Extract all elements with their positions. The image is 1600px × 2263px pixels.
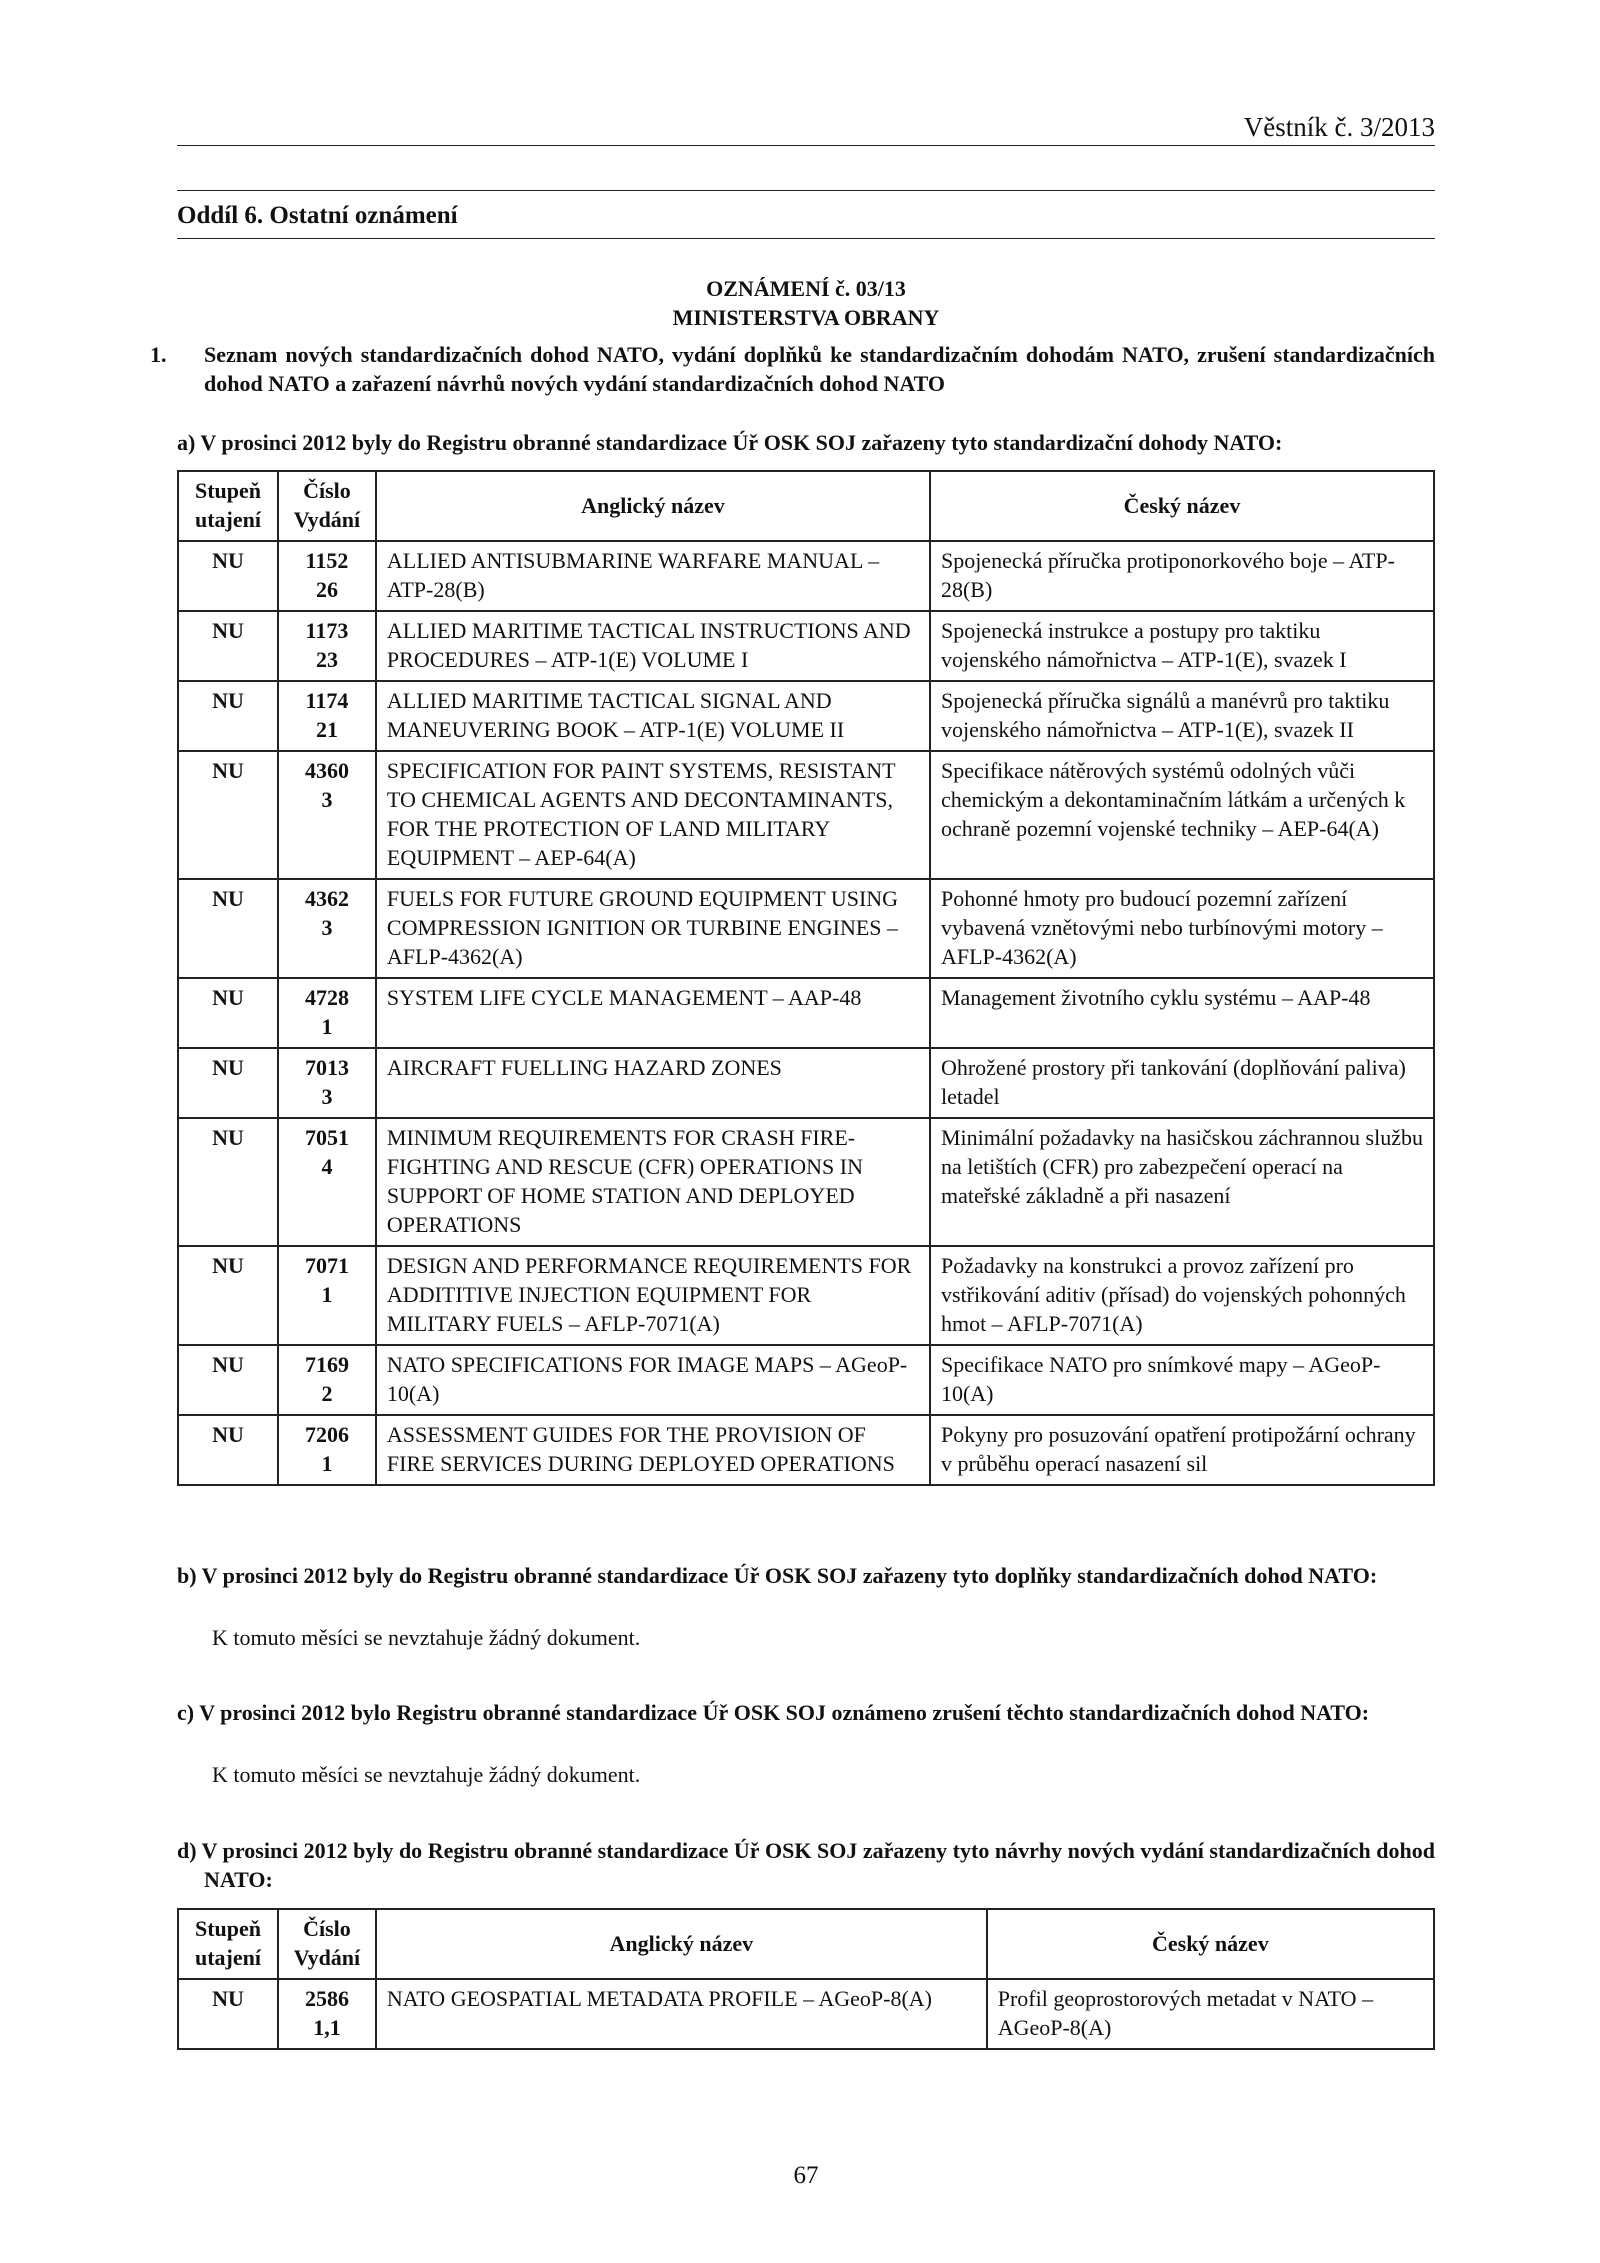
cell-number	[278, 879, 376, 978]
cell-number	[278, 541, 376, 611]
edition-number: 26	[315, 577, 338, 602]
edition-number: 1	[321, 1282, 333, 1307]
cell-number	[278, 1415, 376, 1485]
cell-classification: NU	[178, 611, 278, 681]
edition-number: 3	[321, 915, 333, 940]
standard-number: 4360	[304, 758, 349, 783]
edition-number: 23	[315, 647, 338, 672]
notice-title	[177, 274, 1435, 332]
part-c-heading: c) V prosinci 2012 bylo Registru obranné standardizace Úř OSK SOJ oznámeno zrušení těchto standardizačních dohod NATO:	[177, 1700, 1370, 1725]
part-a-heading: a) V prosinci 2012 byly do Registru obranné standardizace Úř OSK SOJ zařazeny tyto standardizační dohody NATO:	[177, 430, 1283, 455]
table-row	[178, 611, 1434, 681]
cell-classification: NU	[178, 1979, 278, 2049]
cell-english-title: MINIMUM REQUIREMENTS FOR CRASH FIRE-FIGHTING AND RESCUE (CFR) OPERATIONS IN SUPPORT OF HOME STATION AND DEPLOYED OPERATIONS	[376, 1118, 930, 1246]
table-header-row	[178, 1909, 1434, 1979]
table-row	[178, 879, 1434, 978]
intro-text: Seznam nových standardizačních dohod NATO, vydání doplňků ke standardizačním dohodám NATO, zrušení standardizačních dohod NATO a zařazení návrhů nových vydání standardizačních dohod NATO	[204, 342, 1435, 396]
cell-number	[278, 1118, 376, 1246]
header-rule	[177, 145, 1435, 146]
cell-number	[278, 751, 376, 879]
cell-classification: NU	[178, 1118, 278, 1246]
cell-english-title: ALLIED MARITIME TACTICAL INSTRUCTIONS AND PROCEDURES – ATP-1(E) VOLUME I	[376, 611, 930, 681]
standard-number: 1173	[305, 618, 349, 643]
cell-classification: NU	[178, 879, 278, 978]
edition-number: 21	[315, 717, 338, 742]
part-b-heading: b) V prosinci 2012 byly do Registru obranné standardizace Úř OSK SOJ zařazeny tyto doplňky standardizačních dohod NATO:	[177, 1563, 1378, 1588]
cell-number	[278, 611, 376, 681]
edition-number: 1	[321, 1014, 333, 1039]
standard-number: 4362	[304, 886, 349, 911]
cell-czech-title: Specifikace nátěrových systémů odolných vůči chemickým a dekontaminačním látkám a určených k ochraně pozemní vojenské techniky – AEP-64(A)	[930, 751, 1434, 879]
standard-number: 7169	[304, 1352, 349, 1377]
table-row	[178, 1415, 1434, 1485]
cell-czech-title: Management životního cyklu systému – AAP-48	[930, 978, 1434, 1048]
header-czech: Český název	[930, 471, 1434, 541]
cell-classification: NU	[178, 681, 278, 751]
table-row	[178, 751, 1434, 879]
header-english: Anglický název	[376, 471, 930, 541]
edition-number: 4	[321, 1154, 333, 1179]
cell-number	[278, 1048, 376, 1118]
part-c-note: K tomuto měsíci se nevztahuje žádný dokument.	[212, 1762, 641, 1787]
cell-english-title: DESIGN AND PERFORMANCE REQUIREMENTS FOR ADDITITIVE INJECTION EQUIPMENT FOR MILITARY FUELS – AFLP-7071(A)	[376, 1246, 930, 1345]
table-row	[178, 1048, 1434, 1118]
edition-number: 3	[321, 787, 333, 812]
cell-english-title: NATO GEOSPATIAL METADATA PROFILE – AGeoP-8(A)	[376, 1979, 987, 2049]
cell-classification: NU	[178, 1415, 278, 1485]
part-d-heading: d) V prosinci 2012 byly do Registru obranné standardizace Úř OSK SOJ zařazeny tyto návrhy nových vydání standardizačních dohod NATO:	[177, 1838, 1435, 1892]
header-classification: Stupeň utajení	[178, 471, 278, 541]
table-row	[178, 1246, 1434, 1345]
table-row	[178, 1118, 1434, 1246]
cell-czech-title: Pohonné hmoty pro budoucí pozemní zařízení vybavená vznětovými nebo turbínovými motory – AFLP-4362(A)	[930, 879, 1434, 978]
cell-number	[278, 681, 376, 751]
cell-czech-title: Profil geoprostorových metadat v NATO – AGeoP-8(A)	[987, 1979, 1434, 2049]
intro-number: 1.	[150, 342, 167, 367]
cell-czech-title: Ohrožené prostory při tankování (doplňování paliva) letadel	[930, 1048, 1434, 1118]
standard-number: 1174	[305, 688, 349, 713]
cell-czech-title: Spojenecká instrukce a postupy pro taktiku vojenského námořnictva – ATP-1(E), svazek I	[930, 611, 1434, 681]
cell-english-title: AIRCRAFT FUELLING HAZARD ZONES	[376, 1048, 930, 1118]
header-number: Číslo Vydání	[278, 471, 376, 541]
cell-czech-title: Specifikace NATO pro snímkové mapy – AGeoP-10(A)	[930, 1345, 1434, 1415]
standards-table-d	[177, 1908, 1435, 2050]
standard-number: 7206	[304, 1422, 349, 1447]
cell-number	[278, 1345, 376, 1415]
cell-number	[278, 1246, 376, 1345]
cell-number	[278, 1979, 376, 2049]
standard-number: 7013	[304, 1055, 349, 1080]
cell-classification: NU	[178, 751, 278, 879]
standard-number: 4728	[304, 985, 349, 1010]
edition-number: 1	[321, 1451, 333, 1476]
notice-title-line-2: MINISTERSTVA OBRANY	[672, 305, 940, 330]
cell-english-title: ALLIED ANTISUBMARINE WARFARE MANUAL – ATP-28(B)	[376, 541, 930, 611]
cell-czech-title: Požadavky na konstrukci a provoz zařízení pro vstřikování aditiv (přísad) do vojenských pohonných hmot – AFLP-7071(A)	[930, 1246, 1434, 1345]
cell-english-title: SYSTEM LIFE CYCLE MANAGEMENT – AAP-48	[376, 978, 930, 1048]
section-title: Oddíl 6. Ostatní oznámení	[177, 202, 458, 229]
cell-czech-title: Spojenecká příručka protiponorkového boje – ATP-28(B)	[930, 541, 1434, 611]
cell-classification: NU	[178, 1048, 278, 1118]
table-row	[178, 541, 1434, 611]
cell-classification: NU	[178, 1345, 278, 1415]
table-header-row	[178, 471, 1434, 541]
edition-number: 2	[321, 1381, 333, 1406]
cell-english-title: ASSESSMENT GUIDES FOR THE PROVISION OF FIRE SERVICES DURING DEPLOYED OPERATIONS	[376, 1415, 930, 1485]
table-row	[178, 1979, 1434, 2049]
notice-title-line-1: OZNÁMENÍ č. 03/13	[706, 276, 906, 301]
cell-classification: NU	[178, 1246, 278, 1345]
cell-english-title: FUELS FOR FUTURE GROUND EQUIPMENT USING COMPRESSION IGNITION OR TURBINE ENGINES – AFLP-4362(A)	[376, 879, 930, 978]
table-row	[178, 1345, 1434, 1415]
bulletin-header: Věstník č. 3/2013	[1243, 112, 1435, 142]
cell-classification: NU	[178, 541, 278, 611]
cell-number	[278, 978, 376, 1048]
header-classification: Stupeň utajení	[178, 1909, 278, 1979]
section-bottom-rule	[177, 238, 1435, 239]
table-row	[178, 681, 1434, 751]
edition-number: 3	[321, 1084, 333, 1109]
edition-number: 1,1	[313, 2015, 341, 2040]
cell-czech-title: Spojenecká příručka signálů a manévrů pro taktiku vojenského námořnictva – ATP-1(E), svazek II	[930, 681, 1434, 751]
cell-english-title: ALLIED MARITIME TACTICAL SIGNAL AND MANEUVERING BOOK – ATP-1(E) VOLUME II	[376, 681, 930, 751]
cell-czech-title: Minimální požadavky na hasičskou záchrannou službu na letištích (CFR) pro zabezpečení operací na mateřské základně a při nasazení	[930, 1118, 1434, 1246]
cell-english-title: SPECIFICATION FOR PAINT SYSTEMS, RESISTANT TO CHEMICAL AGENTS AND DECONTAMINANTS, FOR THE PROTECTION OF LAND MILITARY EQUIPMENT – AEP-64(A)	[376, 751, 930, 879]
section-top-rule	[177, 190, 1435, 191]
standards-table-a	[177, 470, 1435, 1486]
cell-english-title: NATO SPECIFICATIONS FOR IMAGE MAPS – AGeoP-10(A)	[376, 1345, 930, 1415]
table-row	[178, 978, 1434, 1048]
cell-classification: NU	[178, 978, 278, 1048]
page-number: 67	[793, 2162, 819, 2189]
standard-number: 7071	[304, 1253, 349, 1278]
part-b-note: K tomuto měsíci se nevztahuje žádný dokument.	[212, 1625, 641, 1650]
intro-paragraph	[150, 340, 1435, 398]
standard-number: 2586	[304, 1986, 349, 2011]
header-english: Anglický název	[376, 1909, 987, 1979]
header-czech: Český název	[987, 1909, 1434, 1979]
cell-czech-title: Pokyny pro posuzování opatření protipožární ochrany v průběhu operací nasazení sil	[930, 1415, 1434, 1485]
standard-number: 7051	[304, 1125, 349, 1150]
header-number: Číslo Vydání	[278, 1909, 376, 1979]
standard-number: 1152	[305, 548, 349, 573]
